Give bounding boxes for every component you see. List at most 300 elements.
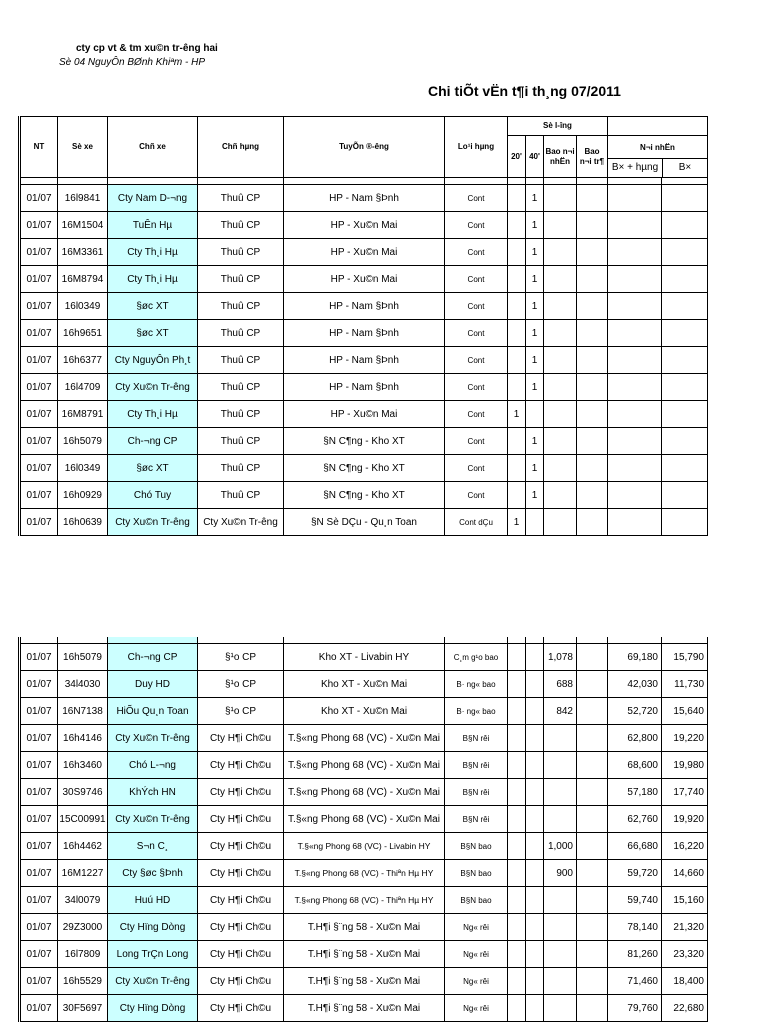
cell-loai: Cont [445,320,508,347]
cell-chu-xe: Ch-¬ng CP [108,644,198,671]
cell-so-xe: 16M1504 [58,212,108,239]
cell-tuyen: HP - Xu©n Mai [284,239,445,266]
cell-empty [662,482,708,509]
cell-bx-hung: 52,720 [608,698,662,725]
cell-nt: 01/07 [20,185,58,212]
cell-40 [526,941,544,968]
cell-empty [544,509,577,536]
cell-tuyen: T.§«ng Phong 68 (VC) - Thiªn Hµ HY [284,860,445,887]
cell-bx: 15,790 [662,644,708,671]
cell-20: 1 [508,401,526,428]
cell-chu-xe: Cty Hïng Dòng [108,995,198,1022]
cell-loai: B§N bao [445,833,508,860]
cell-40: 1 [526,347,544,374]
cell-40 [526,698,544,725]
cell-empty [662,320,708,347]
cell-loai: Ng« rêi [445,995,508,1022]
cell-chu-hang: Thuû CP [198,401,284,428]
cell-so-xe: 16h5079 [58,644,108,671]
cell-40: 1 [526,455,544,482]
cell-nt: 01/07 [20,482,58,509]
cell-loai: B§N rêi [445,725,508,752]
header-row [20,117,708,136]
cell-bx: 19,220 [662,725,708,752]
cell-40 [526,779,544,806]
cell-bx: 23,320 [662,941,708,968]
cell-chu-hang: Cty H¶i Ch©u [198,914,284,941]
cell-tuyen: Kho XT - Livabin HY [284,644,445,671]
cell-chu-xe: Cty Xu©n Tr-êng [108,725,198,752]
cell-nt: 01/07 [20,968,58,995]
cell-bao-tra [577,914,608,941]
cell-chu-hang: Thuû CP [198,266,284,293]
header-so-xe: Sè xe [58,117,108,178]
cell-tuyen: T.§«ng Phong 68 (VC) - Xu©n Mai [284,725,445,752]
cell-empty [544,374,577,401]
table-row [20,212,708,239]
cell-empty [544,482,577,509]
cell-chu-xe: HiÕu Qu¸n Toan [108,698,198,725]
header-chu-hang: Chñ hµng [198,117,284,178]
cell-20 [508,320,526,347]
table-row [20,914,708,941]
cell-chu-xe: Cty Nam D-¬ng [108,185,198,212]
cell-chu-hang: Cty H¶i Ch©u [198,860,284,887]
cell-chu-hang: Cty H¶i Ch©u [198,887,284,914]
cell-nt: 01/07 [20,779,58,806]
cell-bao-tra [577,806,608,833]
header-bx: B× [678,161,692,173]
cell-chu-xe: §øc XT [108,455,198,482]
cell-chu-hang: Cty H¶i Ch©u [198,725,284,752]
cell-tuyen: §N C¶ng - Kho XT [284,428,445,455]
cell-chu-hang: Thuû CP [198,455,284,482]
cell-chu-hang: Cty H¶i Ch©u [198,968,284,995]
cell-40: 1 [526,266,544,293]
cell-bao-nhan [544,779,577,806]
report-title: Chi tiÕt vËn t¶i th¸ng 07/2011 [428,83,621,99]
cell-nt: 01/07 [20,806,58,833]
cell-40: 1 [526,320,544,347]
cell-so-xe: 16h5529 [58,968,108,995]
cell-bao-nhan [544,968,577,995]
cell-chu-xe: Cty NguyÔn Ph¸t [108,347,198,374]
cell-20 [508,455,526,482]
cell-empty [608,239,662,266]
table-row [20,752,708,779]
cell-bao-tra [577,671,608,698]
cell-tuyen: T.H¶i §¨ng 58 - Xu©n Mai [284,968,445,995]
table-row [20,455,708,482]
cell-empty [608,509,662,536]
cell-empty [544,401,577,428]
header-nt: NT [20,117,58,178]
cell-empty [577,428,608,455]
cell-so-xe: 16M8794 [58,266,108,293]
cell-loai: B· ng« bao [445,671,508,698]
cell-loai: Ng« rêi [445,968,508,995]
transport-table-bulk [18,637,708,1022]
cell-bx: 16,220 [662,833,708,860]
cell-so-xe: 30F5697 [58,995,108,1022]
cell-loai: Cont [445,374,508,401]
cell-so-xe: 16h3460 [58,752,108,779]
cell-empty [577,185,608,212]
company-name: cty cp vt & tm xu©n tr-êng hai [76,43,218,54]
cell-chu-xe: Cty Xu©n Tr-êng [108,806,198,833]
table-row [20,995,708,1022]
cell-20 [508,914,526,941]
cell-bao-nhan: 1,000 [544,833,577,860]
cell-20 [508,482,526,509]
table-row [20,941,708,968]
cell-40 [526,644,544,671]
cell-loai: B§N rêi [445,779,508,806]
cell-40 [526,833,544,860]
cell-20 [508,185,526,212]
cell-nt: 01/07 [20,644,58,671]
company-address: Sè 04 NguyÔn BØnh Khiªm - HP [59,57,205,68]
cell-40 [526,914,544,941]
cell-20 [508,941,526,968]
cell-tuyen: T.§«ng Phong 68 (VC) - Xu©n Mai [284,752,445,779]
cell-tuyen: HP - Xu©n Mai [284,266,445,293]
cell-bao-tra [577,752,608,779]
cell-empty [608,212,662,239]
cell-bao-nhan [544,752,577,779]
cell-so-xe: 34l4030 [58,671,108,698]
cell-chu-xe: TuÊn Hµ [108,212,198,239]
cell-bao-tra [577,725,608,752]
cell-empty [608,293,662,320]
cell-empty [577,509,608,536]
cell-bx: 19,980 [662,752,708,779]
cell-loai: Cont [445,401,508,428]
cell-bx-hung: 69,180 [608,644,662,671]
cell-tuyen: HP - Xu©n Mai [284,212,445,239]
header-blank [608,117,708,136]
cell-bao-nhan [544,941,577,968]
cell-chu-xe: S¬n C¸ [108,833,198,860]
cell-empty [544,239,577,266]
cell-empty [577,239,608,266]
cell-empty [577,455,608,482]
table-row [20,671,708,698]
cell-empty [608,347,662,374]
cell-nt: 01/07 [20,455,58,482]
cell-bao-tra [577,941,608,968]
cell-bx-hung: 62,800 [608,725,662,752]
cell-so-xe: 16h4462 [58,833,108,860]
cell-empty [577,374,608,401]
cell-20 [508,725,526,752]
cell-empty [544,320,577,347]
cell-chu-hang: Cty H¶i Ch©u [198,995,284,1022]
cell-nt: 01/07 [20,401,58,428]
cell-tuyen: HP - Nam §Þnh [284,293,445,320]
cell-empty [608,482,662,509]
cell-bao-tra [577,860,608,887]
cell-loai: B§N rêi [445,752,508,779]
cell-bx-hung: 78,140 [608,914,662,941]
cell-empty [662,374,708,401]
cell-bx-hung: 59,720 [608,860,662,887]
cell-tuyen: T.§«ng Phong 68 (VC) - Thiªn Hµ HY [284,887,445,914]
cell-tuyen: HP - Nam §Þnh [284,374,445,401]
cell-loai: Ng« rêi [445,914,508,941]
cell-40: 1 [526,185,544,212]
cell-bao-nhan: 1,078 [544,644,577,671]
cell-20 [508,806,526,833]
cell-empty [608,401,662,428]
cell-loai: Cont [445,482,508,509]
cell-20 [508,968,526,995]
cell-tuyen: HP - Nam §Þnh [284,320,445,347]
header-bao-noi-tra: Bao n¬i tr¶ [577,136,608,178]
cell-tuyen: §N Sè DÇu - Qu¸n Toan [284,509,445,536]
cell-nt: 01/07 [20,428,58,455]
cell-chu-xe: §øc XT [108,320,198,347]
table2-body [20,644,708,1022]
cell-20 [508,428,526,455]
cell-tuyen: T.§«ng Phong 68 (VC) - Xu©n Mai [284,779,445,806]
cell-nt: 01/07 [20,752,58,779]
cell-empty [577,293,608,320]
table-row [20,347,708,374]
cell-nt: 01/07 [20,698,58,725]
table-row [20,293,708,320]
cell-tuyen: HP - Xu©n Mai [284,401,445,428]
cell-empty [544,293,577,320]
cell-so-xe: 16h9651 [58,320,108,347]
cell-tuyen: HP - Nam §Þnh [284,185,445,212]
cell-chu-hang: Thuû CP [198,482,284,509]
cell-bao-nhan [544,995,577,1022]
cell-empty [544,185,577,212]
cell-loai: C¸m g¹o bao [445,644,508,671]
header-so-luong: Sè l-îng [508,117,608,136]
table-row [20,239,708,266]
cell-nt: 01/07 [20,995,58,1022]
cell-loai: Cont [445,266,508,293]
cell-so-xe: 15C00991 [58,806,108,833]
cell-chu-hang: §¹o CP [198,671,284,698]
cell-40 [526,806,544,833]
table-row [20,860,708,887]
cell-40 [526,860,544,887]
cell-tuyen: HP - Nam §Þnh [284,347,445,374]
table-row [20,509,708,536]
cell-40: 1 [526,212,544,239]
cell-nt: 01/07 [20,887,58,914]
cell-40 [526,401,544,428]
table-row [20,725,708,752]
header-20: 20' [508,136,526,178]
cell-chu-xe: Cty Hïng Dòng [108,914,198,941]
header-noi-nhan-group [608,136,708,178]
cell-so-xe: 16h4146 [58,725,108,752]
table-row [20,320,708,347]
cell-loai: Ng« rêi [445,941,508,968]
cell-20 [508,752,526,779]
cell-chu-xe: KhÝch HN [108,779,198,806]
cell-nt: 01/07 [20,725,58,752]
cell-chu-xe: Ch-¬ng CP [108,428,198,455]
cell-bx: 14,660 [662,860,708,887]
cell-40 [526,509,544,536]
cell-empty [577,266,608,293]
cell-40 [526,968,544,995]
cell-nt: 01/07 [20,347,58,374]
cell-so-xe: 16h6377 [58,347,108,374]
cell-20 [508,293,526,320]
cell-20 [508,347,526,374]
cell-chu-hang: Cty H¶i Ch©u [198,806,284,833]
cell-tuyen: Kho XT - Xu©n Mai [284,671,445,698]
cell-bao-nhan: 900 [544,860,577,887]
cell-bao-tra [577,833,608,860]
cell-40 [526,995,544,1022]
cell-nt: 01/07 [20,860,58,887]
header-loai-hang: Lo¹i hµng [445,117,508,178]
cell-empty [608,266,662,293]
cell-40: 1 [526,239,544,266]
cell-20 [508,374,526,401]
cell-empty [662,428,708,455]
cell-20 [508,887,526,914]
cell-so-xe: 16l4709 [58,374,108,401]
cell-bx-hung: 81,260 [608,941,662,968]
cell-tuyen: §N C¶ng - Kho XT [284,455,445,482]
table1-body [20,185,708,536]
cell-bao-tra [577,779,608,806]
cell-empty [608,374,662,401]
cell-40: 1 [526,428,544,455]
cell-loai: Cont dÇu [445,509,508,536]
cell-bx-hung: 62,760 [608,806,662,833]
table-row [20,833,708,860]
cell-bx: 15,160 [662,887,708,914]
cell-bao-nhan [544,914,577,941]
cell-tuyen: Kho XT - Xu©n Mai [284,698,445,725]
cell-40 [526,887,544,914]
cell-so-xe: 16M8791 [58,401,108,428]
cell-20 [508,644,526,671]
table-row [20,644,708,671]
cell-so-xe: 16N7138 [58,698,108,725]
cell-bao-tra [577,968,608,995]
transport-table-containers [18,116,708,536]
cell-chu-xe: Huú HD [108,887,198,914]
cell-loai: B§N bao [445,887,508,914]
cell-nt: 01/07 [20,941,58,968]
cell-nt: 01/07 [20,320,58,347]
cell-so-xe: 30S9746 [58,779,108,806]
cell-chu-hang: Cty H¶i Ch©u [198,941,284,968]
cell-20 [508,266,526,293]
cell-loai: Cont [445,347,508,374]
cell-bx-hung: 57,180 [608,779,662,806]
cell-chu-hang: §¹o CP [198,698,284,725]
cell-empty [577,320,608,347]
cell-loai: Cont [445,185,508,212]
cell-40: 1 [526,293,544,320]
cell-20 [508,860,526,887]
cell-bao-nhan [544,725,577,752]
cell-nt: 01/07 [20,239,58,266]
cell-20 [508,833,526,860]
cell-loai: B§N bao [445,860,508,887]
cell-bao-nhan [544,806,577,833]
cell-empty [662,347,708,374]
cell-chu-xe: Cty Th¸i Hµ [108,266,198,293]
table-row [20,806,708,833]
cell-bx: 21,320 [662,914,708,941]
cell-chu-xe: Chó Tuy [108,482,198,509]
cell-chu-xe: Chó L-¬ng [108,752,198,779]
table-row [20,887,708,914]
cell-chu-xe: Cty Xu©n Tr-êng [108,968,198,995]
cell-empty [662,185,708,212]
table-row [20,698,708,725]
table-row [20,779,708,806]
cell-empty [662,509,708,536]
cell-bao-tra [577,887,608,914]
cell-so-xe: 16h5079 [58,428,108,455]
cell-tuyen: T.H¶i §¨ng 58 - Xu©n Mai [284,995,445,1022]
cell-empty [662,239,708,266]
cell-empty [544,212,577,239]
cell-chu-xe: Cty Xu©n Tr-êng [108,509,198,536]
cell-20 [508,779,526,806]
cell-nt: 01/07 [20,509,58,536]
cell-chu-hang: Cty H¶i Ch©u [198,779,284,806]
cell-bx-hung: 66,680 [608,833,662,860]
cell-empty [608,455,662,482]
cell-chu-hang: Cty H¶i Ch©u [198,752,284,779]
cell-chu-xe: §øc XT [108,293,198,320]
cell-loai: B§N rêi [445,806,508,833]
cell-40 [526,752,544,779]
cell-chu-hang: Thuû CP [198,374,284,401]
cell-bx: 18,400 [662,968,708,995]
cell-empty [577,212,608,239]
cell-bx-hung: 68,600 [608,752,662,779]
cell-empty [544,455,577,482]
cell-bao-nhan: 688 [544,671,577,698]
cell-empty [544,266,577,293]
cell-so-xe: 16l9841 [58,185,108,212]
cell-chu-hang: Thuû CP [198,293,284,320]
table-row [20,482,708,509]
cell-bx-hung: 42,030 [608,671,662,698]
cell-tuyen: T.§«ng Phong 68 (VC) - Livabin HY [284,833,445,860]
cell-20 [508,212,526,239]
cell-bx: 22,680 [662,995,708,1022]
table-row [20,428,708,455]
cell-nt: 01/07 [20,293,58,320]
header-tuyen-duong: TuyÕn ®-êng [284,117,445,178]
cell-bx-hung: 79,760 [608,995,662,1022]
cell-chu-xe: Cty Th¸i Hµ [108,239,198,266]
cell-40: 1 [526,482,544,509]
cell-so-xe: 16l7809 [58,941,108,968]
cell-empty [544,428,577,455]
header-40: 40' [526,136,544,178]
cell-so-xe: 16l0349 [58,455,108,482]
table-row [20,374,708,401]
cell-empty [662,293,708,320]
